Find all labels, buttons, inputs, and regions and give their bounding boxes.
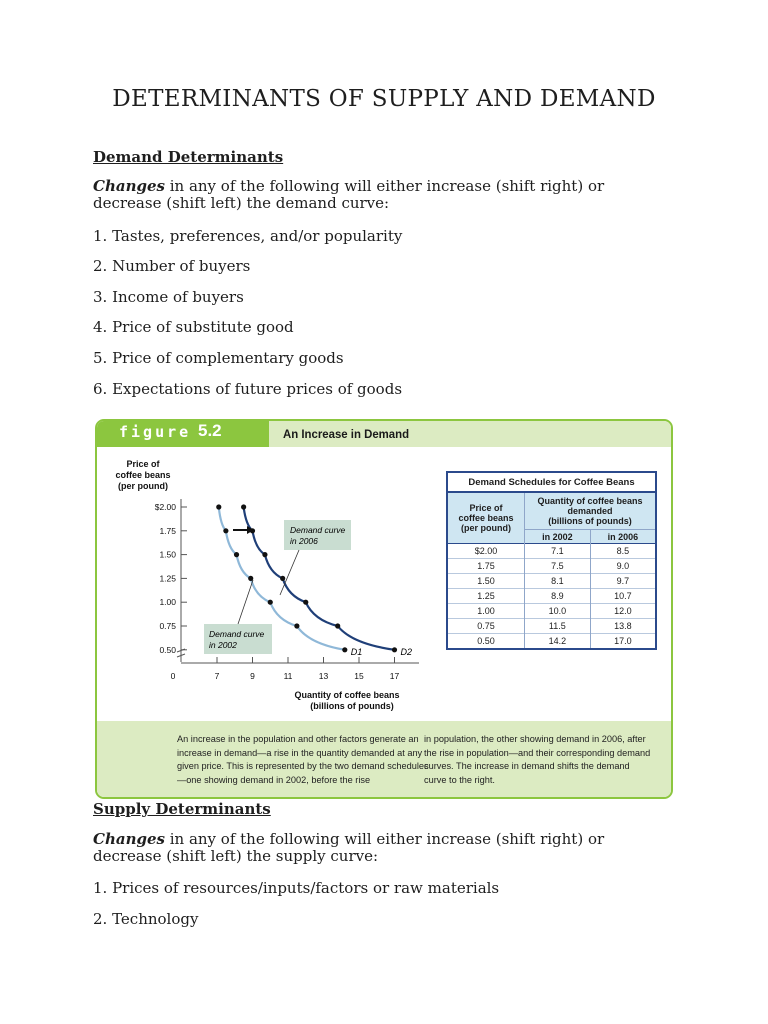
demand-intro [93,178,693,212]
demand-schedule-table [446,471,657,650]
table-cell: 12.0 [590,604,655,619]
table-row [448,589,655,604]
table-cell: 1.50 [448,574,525,589]
table-row [448,559,655,574]
y-axis-label-line3: (per pound) [118,481,168,491]
curve-label-d1: D1 [350,646,363,657]
y-axis-label-line1: Price of [126,459,160,469]
x-tick-label: 7 [214,671,220,681]
annotation-2006 [280,520,351,595]
figure-number: 5.2 [198,421,222,440]
table-cell: 13.8 [590,619,655,634]
data-point [241,504,246,509]
x-tick-label: 15 [354,671,364,681]
y-tick-label: 1.00 [159,597,176,608]
table-cell: 17.0 [590,634,655,649]
y-tick-label: 1.25 [159,573,176,584]
demand-item: 1. Tastes, preferences, and/or popularity [93,227,403,245]
data-point [342,647,347,652]
table-row [448,604,655,619]
data-point [303,600,308,605]
table-row [448,544,655,559]
demand-chart [97,447,447,721]
table-cell: 0.50 [448,634,525,649]
figure-label: figure [119,423,192,441]
x-tick-label: 9 [250,671,255,681]
figure-tab [97,421,269,447]
data-point [223,528,228,533]
table-cell: 14.2 [525,634,591,649]
data-point [216,504,221,509]
quantity-group-header: Quantity of coffee beans demanded (billions of pounds) [525,493,656,530]
y-tick-label: $2.00 [154,502,176,512]
table-cell: 10.7 [590,589,655,604]
annotation-2002-line2: in 2002 [209,640,237,650]
y-tick-label: 0.75 [159,621,176,631]
data-point [392,647,397,652]
caption-right: in population, the other showing demand in 2006, after the rise in population—and their corresponding demand curves. The increase in demand shifts the demand curve to the right. [424,734,651,785]
col-2006-header: in 2006 [590,530,655,544]
schedule-grid [448,493,655,648]
supply-intro-line1: in any of the following will either increase (shift right) or [164,830,605,848]
supply-item: 1. Prices of resources/inputs/factors or raw materials [93,879,500,897]
demand-intro-line1: in any of the following will either increase (shift right) or [164,177,605,195]
y-tick-label: 1.75 [159,525,176,536]
supply-heading: Supply Determinants [93,800,271,818]
supply-item: 2. Technology [93,910,199,928]
table-cell: 8.5 [590,544,655,559]
figure-title: An Increase in Demand [283,427,410,441]
table-cell: 10.0 [525,604,591,619]
y-axis-label-line2: coffee beans [115,470,171,480]
caption-left: An increase in the population and other factors generate an increase in demand—a rise in the quantity demanded at any given price. This is represented by the two demand schedules—one showing demand in 2002, before the rise [177,734,429,785]
table-cell: $2.00 [448,544,525,559]
tick-layer [155,502,400,681]
table-cell: 1.75 [448,559,525,574]
table-cell: 7.1 [525,544,591,559]
data-point [280,576,285,581]
supply-intro [93,831,693,865]
x-tick-label: 11 [283,671,293,681]
annotation-2002-line1: Demand curve [209,629,265,639]
table-row [448,619,655,634]
price-column-header: Price of coffee beans (per pound) [448,493,525,544]
table-cell: 8.1 [525,574,591,589]
x-tick-label: 0 [170,671,176,681]
demand-item: 2. Number of buyers [93,257,251,275]
figure-caption-band [97,721,671,797]
x-tick-label: 13 [318,671,329,681]
annotation-2006-line2: in 2006 [290,536,318,546]
page-title: DETERMINANTS OF SUPPLY AND DEMAND [112,86,656,112]
table-cell: 7.5 [525,559,591,574]
demand-intro-line2: decrease (shift left) the demand curve: [93,194,390,212]
table-cell: 9.7 [590,574,655,589]
curve-label-d2: D2 [400,646,413,657]
table-cell: 1.25 [448,589,525,604]
supply-intro-bold: Changes [93,830,165,848]
annotation-2006-line1: Demand curve [290,525,346,535]
x-tick-label: 17 [389,671,400,681]
data-point [294,623,299,628]
data-point [234,552,239,557]
data-point [335,623,340,628]
table-cell: 9.0 [590,559,655,574]
table-title: Demand Schedules for Coffee Beans [448,473,655,493]
table-cell: 1.00 [448,604,525,619]
table-cell: 8.9 [525,589,591,604]
demand-item: 5. Price of complementary goods [93,349,344,367]
figure-panel [95,419,673,799]
demand-item: 6. Expectations of future prices of goods [93,380,403,398]
x-axis-label-line2: (billions of pounds) [310,701,394,711]
demand-item: 4. Price of substitute good [93,318,294,336]
data-point [262,552,267,557]
y-tick-label: 0.50 [159,644,176,655]
annotation-2002 [204,580,272,654]
table-cell: 11.5 [525,619,591,634]
demand-intro-bold: Changes [93,177,165,195]
table-row [448,634,655,649]
table-cell: 0.75 [448,619,525,634]
supply-intro-line2: decrease (shift left) the supply curve: [93,847,379,865]
data-point [268,600,273,605]
table-row [448,574,655,589]
y-tick-label: 1.50 [159,549,176,560]
demand-item: 3. Income of buyers [93,288,244,306]
x-axis-label-line1: Quantity of coffee beans [294,690,400,700]
demand-heading: Demand Determinants [93,148,284,166]
col-2002-header: in 2002 [525,530,591,544]
